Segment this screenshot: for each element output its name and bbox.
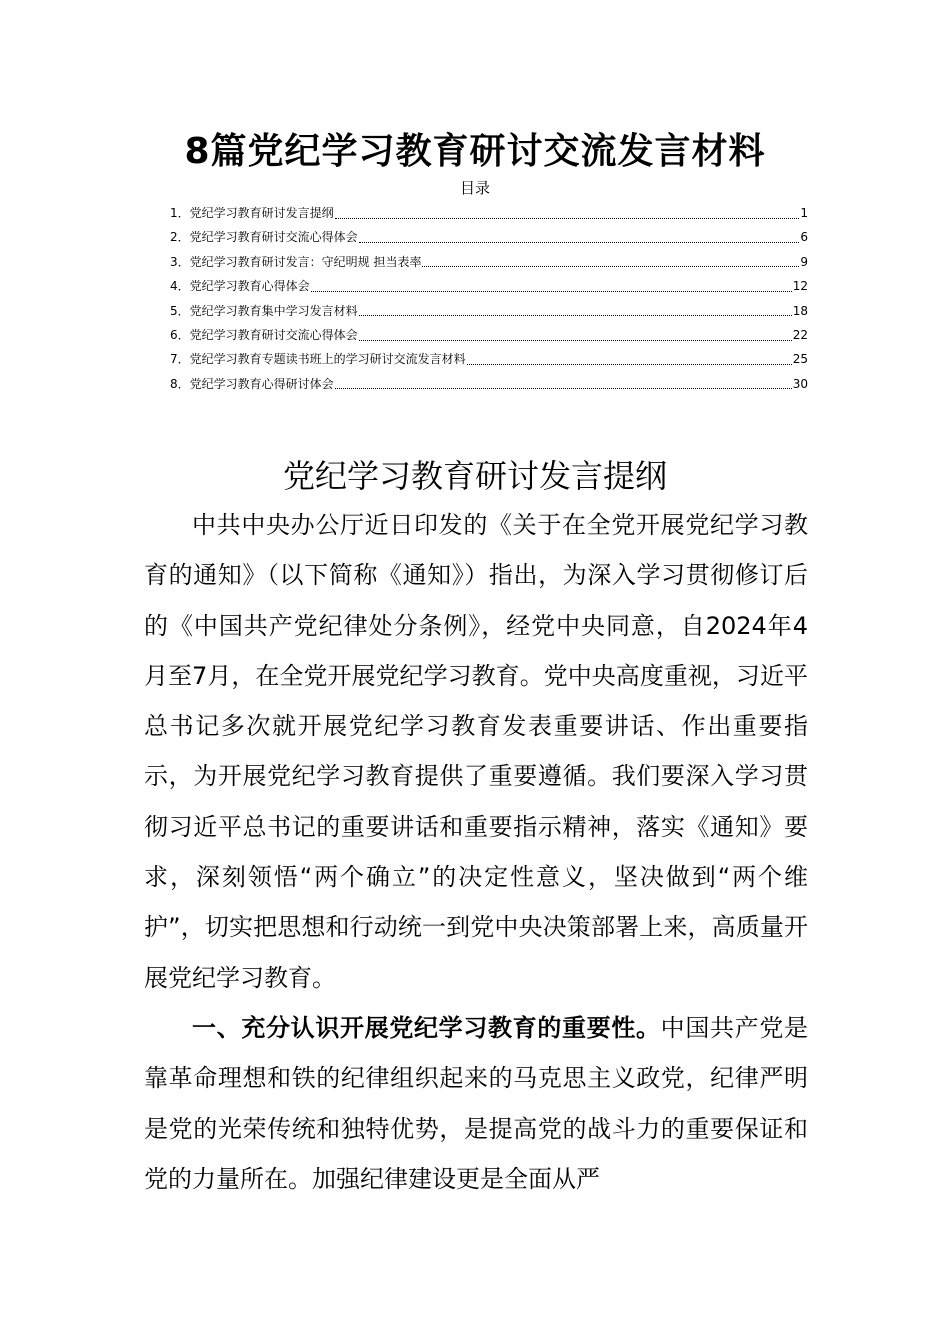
toc-item-page: 9 <box>800 254 808 269</box>
toc-item-title: 党纪学习教育心得体会 <box>189 279 310 294</box>
toc-item-number: 5． <box>170 303 190 318</box>
toc-item-page: 18 <box>792 303 808 318</box>
section-title: 党纪学习教育研讨发言提纲 <box>282 457 667 495</box>
toc-item-title: 党纪学习教育心得研讨体会 <box>189 376 334 391</box>
toc-dot-leader <box>335 388 792 389</box>
toc-dot-leader <box>359 242 800 243</box>
toc-item[interactable] <box>170 347 808 371</box>
toc-dot-leader <box>311 291 792 292</box>
toc-item-title: 党纪学习教育研讨发言提纲 <box>189 206 334 220</box>
paragraph-lead: 一、充分认识开展党纪学习教育的重要性。 <box>192 1013 661 1042</box>
toc-dot-leader <box>335 218 800 219</box>
toc-item[interactable] <box>170 225 808 249</box>
toc-item-number: 7． <box>170 352 190 367</box>
toc-item-page: 30 <box>792 376 808 391</box>
toc-item-title: 党纪学习教育集中学习发言材料 <box>189 303 358 318</box>
toc-heading: 目录 <box>459 179 490 197</box>
toc-dot-leader <box>422 266 799 267</box>
toc-dot-leader <box>467 364 792 365</box>
toc-item-number: 2． <box>170 230 190 245</box>
toc-item[interactable] <box>170 323 808 347</box>
toc-item[interactable] <box>170 299 808 323</box>
toc-item[interactable] <box>170 274 808 298</box>
toc-item-number: 4． <box>170 279 190 294</box>
table-of-contents <box>170 201 808 396</box>
toc-item-title: 党纪学习教育研讨交流心得体会 <box>189 327 358 342</box>
toc-item[interactable] <box>170 250 808 274</box>
toc-item-page: 6 <box>800 230 808 245</box>
toc-item-title: 党纪学习教育专题读书班上的学习研讨交流发言材料 <box>189 352 466 367</box>
toc-item[interactable] <box>170 372 808 396</box>
toc-item[interactable] <box>170 201 808 225</box>
toc-item-number: 3． <box>170 254 190 269</box>
paragraph <box>144 1003 808 1204</box>
toc-dot-leader <box>359 315 792 316</box>
document-title: 8篇党纪学习教育研讨交流发言材料 <box>184 131 766 172</box>
paragraph-text: 中国共产党是靠革命理想和铁的纪律组织起来的马克思主义政党，纪律严明是党的光荣传统和独特优势，是提高党的战斗力的重要保证和党的力量所在。加强纪律建设更是全面从严 <box>144 1013 809 1193</box>
paragraph: 中共中央办公厅近日印发的《关于在全党开展党纪学习教育的通知》（以下简称《通知》）指出，为深入学习贯彻修订后的《中国共产党纪律处分条例》，经党中央同意，自2024年4月至7月，在全党开展党纪学习教育。党中央高度重视，习近平总书记多次就开展党纪学习教育发表重要讲话、作出重要指示，为开展党纪学习教育提供了重要遵循。我们要深入学习贯彻习近平总书记的重要讲话和重要指示精神，落实《通知》要求，深刻领悟“两个确立”的决定性意义，坚决做到“两个维护”，切实把思想和行动统一到党中央决策部署上来，高质量开展党纪学习教育。 <box>144 511 808 992</box>
toc-item-number: 6． <box>170 327 190 342</box>
toc-item-title: 党纪学习教育研讨发言：守纪明规 担当表率 <box>189 254 422 269</box>
toc-item-page: 1 <box>800 206 808 220</box>
toc-item-title: 党纪学习教育研讨交流心得体会 <box>189 230 358 245</box>
toc-item-number: 1． <box>170 206 190 220</box>
toc-item-page: 25 <box>792 352 808 367</box>
toc-item-page: 12 <box>792 279 808 294</box>
toc-item-page: 22 <box>792 327 808 342</box>
body-text <box>144 500 808 1204</box>
toc-dot-leader <box>359 340 792 341</box>
toc-item-number: 8． <box>170 376 190 391</box>
